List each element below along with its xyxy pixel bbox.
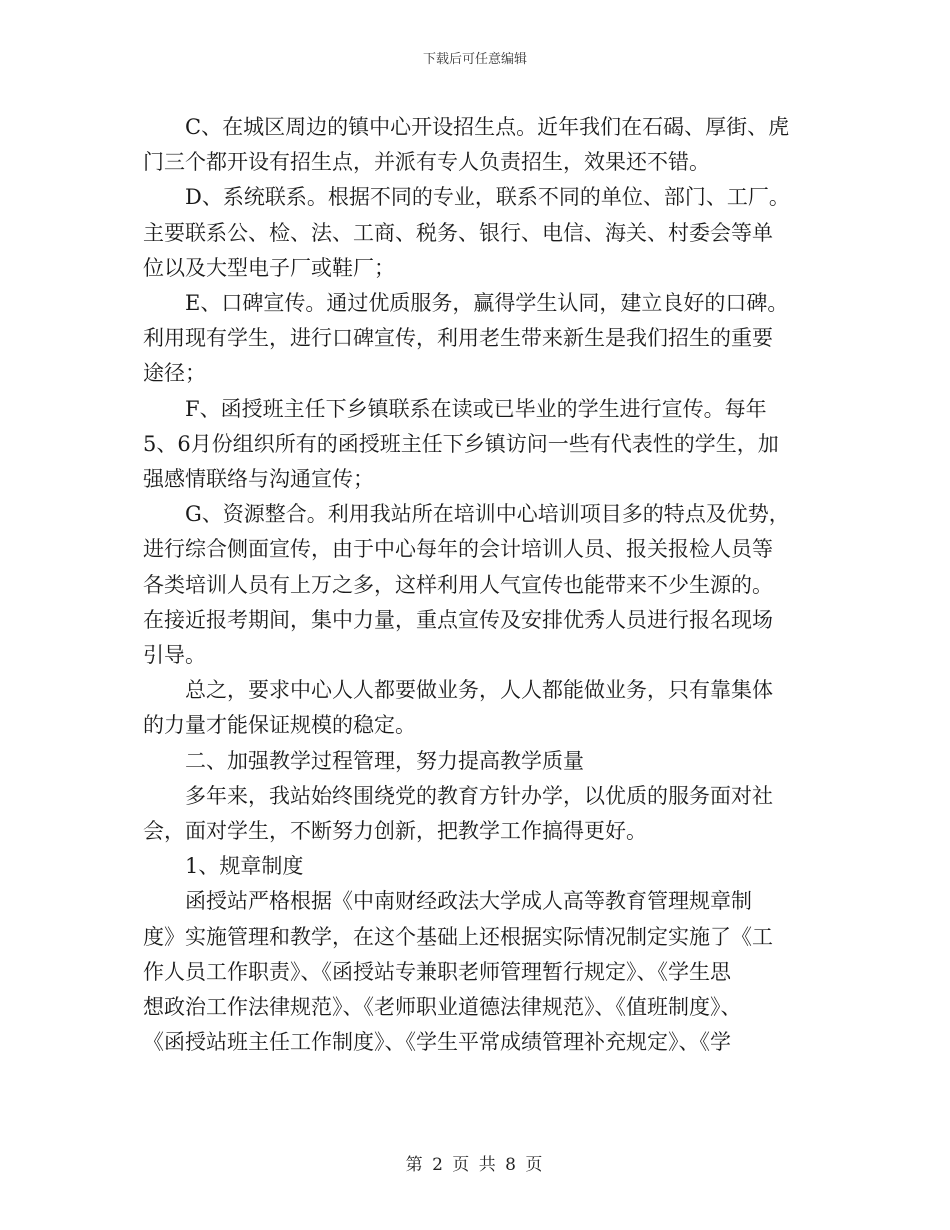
text-line: 多年来，我站始终围绕党的教育方针办学，以优质的服务面对社 [185, 783, 773, 808]
page-header: 下载后可任意编辑 [422, 52, 527, 67]
paragraph-c [143, 110, 813, 180]
page-number: 第 2 页 共 8 页 [405, 1155, 545, 1175]
text-line: 主要联系公、检、法、工商、税务、银行、电信、海关、村委会等单 [143, 220, 773, 245]
text-line: 会，面对学生，不断努力创新，把教学工作搞得更好。 [143, 819, 647, 844]
text-line: F、函授班主任下乡镇联系在读或已毕业的学生进行宣传。每年 [185, 396, 767, 421]
heading-line: 二、加强教学过程管理，努力提高教学质量 [185, 748, 584, 773]
heading-line: 1、规章制度 [185, 854, 304, 879]
paragraph-g [143, 497, 813, 673]
text-line: 5、6月份组织所有的函授班主任下乡镇访问一些有代表性的学生，加 [143, 431, 779, 456]
paragraph-intro [143, 779, 813, 849]
text-line: C、在城区周边的镇中心开设招生点。近年我们在石碣、厚街、虎 [185, 115, 790, 139]
paragraph-summary [143, 673, 813, 743]
text-line: 进行综合侧面宣传，由于中心每年的会计培训人员、报关报检人员等 [143, 537, 773, 562]
text-line: 总之，要求中心人人都要做业务，人人都能做业务，只有靠集体 [185, 678, 773, 703]
text-line: 强感情联络与沟通宣传； [143, 467, 374, 492]
text-line: G、资源整合。利用我站所在培训中心培训项目多的特点及优势， [185, 502, 790, 527]
paragraph-e [143, 286, 813, 392]
text-line: 的力量才能保证规模的稳定。 [143, 713, 416, 738]
paragraph-d [143, 180, 813, 286]
text-line: 作人员工作职责》、《函授站专兼职老师管理暂行规定》、《学生思 [143, 959, 731, 984]
text-line: 位以及大型电子厂或鞋厂； [143, 255, 395, 280]
text-line: E、口碑宣传。通过优质服务，赢得学生认同，建立良好的口碑。 [185, 291, 789, 316]
paragraph-rules [143, 884, 813, 1060]
text-line: 《函授站班主任工作制度》、《学生平常成绩管理补充规定》、《学 [143, 1030, 731, 1055]
document-body [143, 110, 813, 1060]
text-line: 引导。 [143, 643, 206, 668]
text-line: 度》实施管理和教学，在这个基础上还根据实际情况制定实施了《工 [143, 924, 773, 949]
subsection-heading [143, 849, 813, 884]
paragraph-f [143, 392, 813, 498]
text-line: 利用现有学生，进行口碑宣传，利用老生带来新生是我们招生的重要 [143, 326, 773, 351]
text-line: 想政治工作法律规范》、《老师职业道德法律规范》、《值班制度》、 [143, 995, 742, 1020]
text-line: 途径； [143, 361, 206, 386]
section-heading [143, 744, 813, 779]
text-line: 函授站严格根据《中南财经政法大学成人高等教育管理规章制 [185, 889, 752, 914]
text-line: 门三个都开设有招生点，并派有专人负责招生，效果还不错。 [143, 150, 710, 175]
text-line: 在接近报考期间，集中力量，重点宣传及安排优秀人员进行报名现场 [143, 607, 773, 632]
text-line: 各类培训人员有上万之多，这样利用人气宣传也能带来不少生源的。 [143, 572, 773, 597]
text-line: D、系统联系。根据不同的专业，联系不同的单位、部门、工厂。 [185, 185, 790, 210]
